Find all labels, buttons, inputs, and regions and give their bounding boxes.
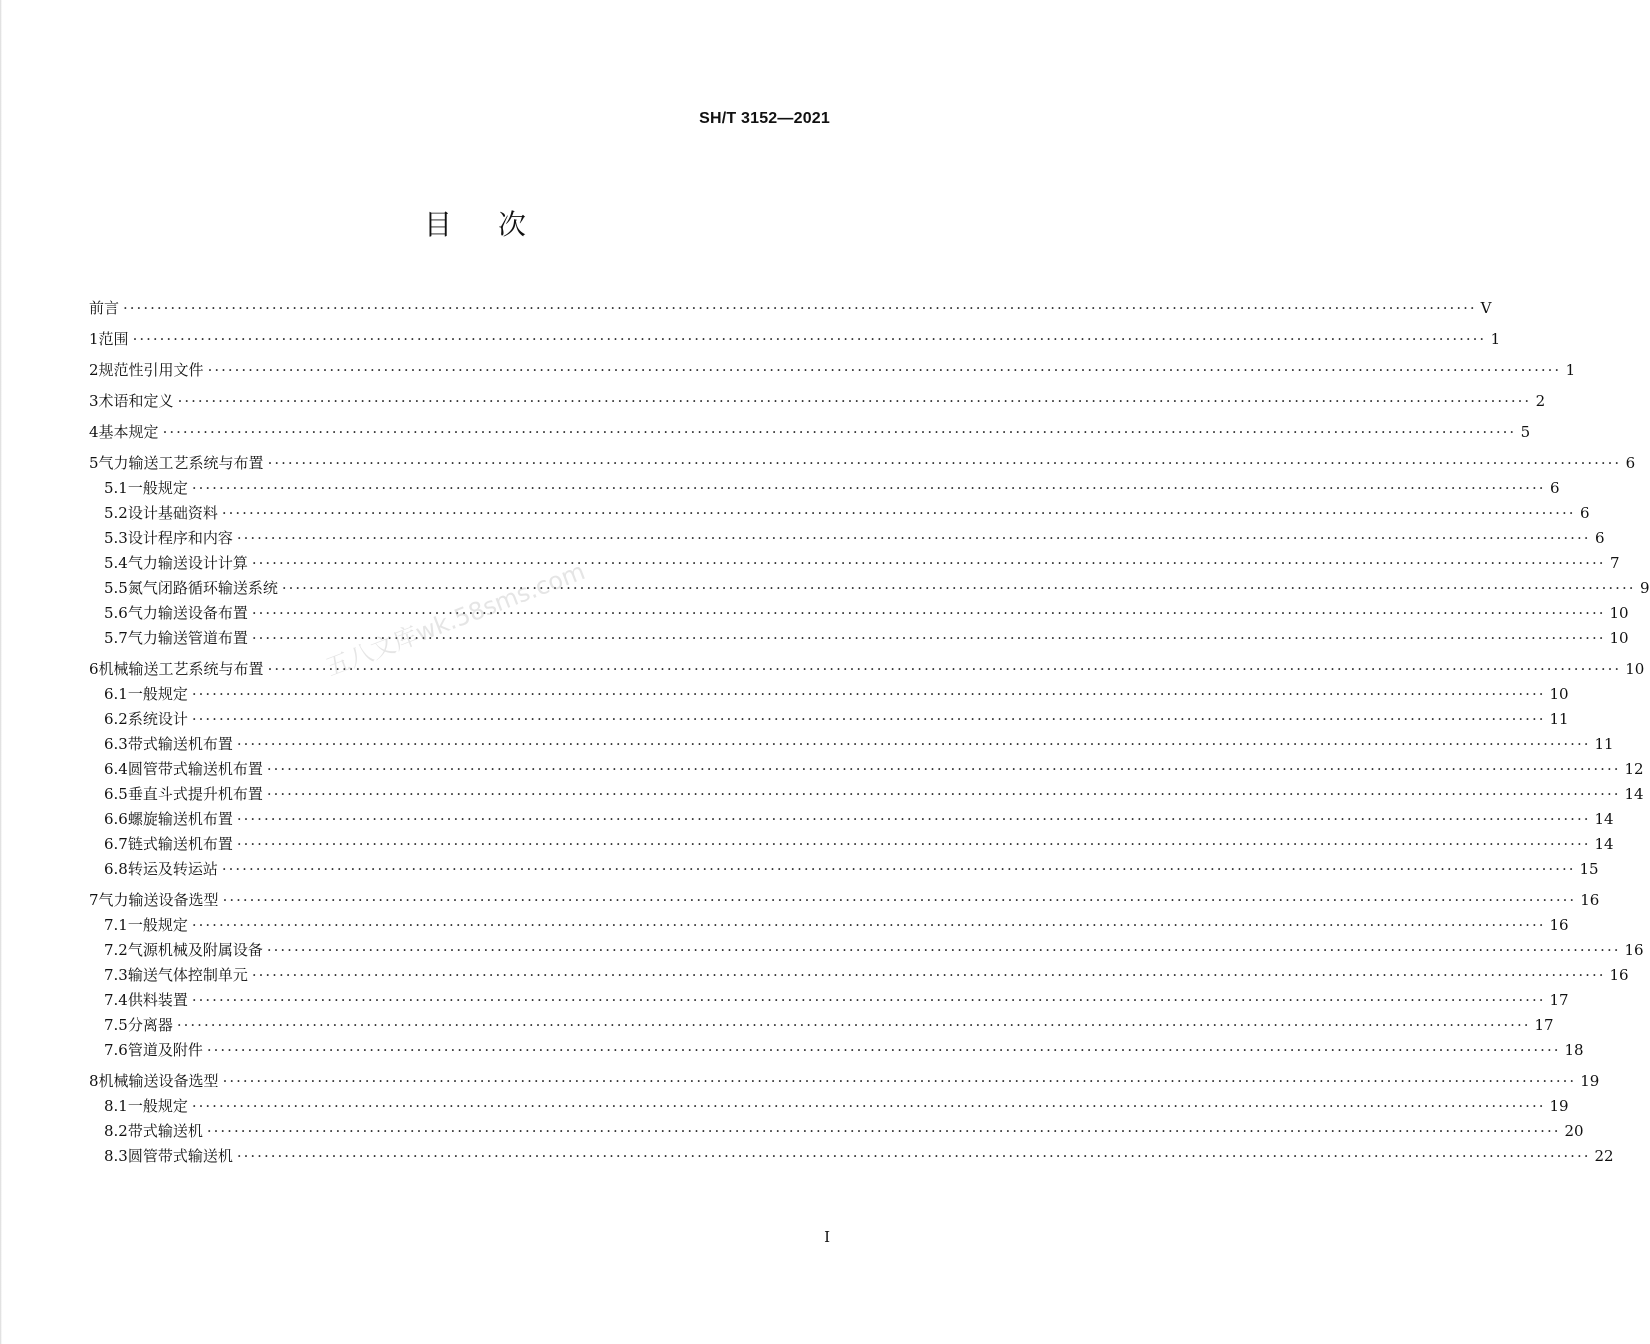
toc-leader-dots: ········································································································································································································ [206, 1041, 1561, 1059]
toc-leader-dots: ········································································································································································································ [251, 554, 1606, 572]
toc-entry-page: V [1480, 299, 1492, 317]
toc-entry-label: 链式输送机布置 [127, 835, 233, 853]
toc-entry-label: 带式输送机 [127, 1122, 203, 1140]
toc-entry[interactable] [89, 807, 1614, 832]
toc-entry-number: 7.3 [104, 966, 128, 984]
toc-entry-number: 6.7 [104, 835, 128, 853]
toc-entry[interactable] [89, 732, 1614, 757]
toc-entry-page: 9 [1639, 579, 1650, 597]
toc-entry-label: 一般规定 [127, 916, 188, 934]
toc-entry-number: 7.4 [104, 991, 128, 1009]
table-of-contents [89, 290, 1650, 1169]
toc-entry-label: 术语和定义 [98, 392, 174, 410]
toc-entry-label: 圆管带式输送机 [127, 1147, 233, 1165]
toc-entry-label: 设计程序和内容 [127, 529, 233, 547]
toc-entry-page: 14 [1594, 810, 1614, 828]
toc-entry-number: 2 [89, 361, 99, 379]
toc-entry-number: 7 [89, 891, 99, 909]
toc-entry-label: 分离器 [127, 1016, 173, 1034]
toc-entry-label: 输送气体控制单元 [127, 966, 248, 984]
toc-entry-number: 5.6 [104, 604, 128, 622]
toc-entry[interactable] [89, 476, 1560, 501]
toc-entry-number: 8 [89, 1072, 99, 1090]
toc-entry-number: 4 [89, 423, 99, 441]
toc-entry-number: 6.6 [104, 810, 128, 828]
toc-entry-page: 10 [1625, 660, 1645, 678]
toc-entry[interactable] [89, 988, 1569, 1013]
toc-entry[interactable] [89, 882, 1600, 913]
toc-entry[interactable] [89, 383, 1546, 414]
toc-entry[interactable] [89, 963, 1629, 988]
toc-entry-label: 系统设计 [127, 710, 188, 728]
toc-leader-dots: ········································································································································································································ [132, 330, 1487, 348]
toc-entry-number: 5.4 [104, 554, 128, 572]
toc-entry-number: 6.4 [104, 760, 128, 778]
toc-entry-page: 19 [1580, 1072, 1600, 1090]
toc-entry-page: 11 [1549, 710, 1569, 728]
toc-leader-dots: ········································································································································································································ [222, 1072, 1577, 1090]
toc-leader-dots: ········································································································································································································ [191, 991, 1546, 1009]
toc-entry-label: 一般规定 [127, 479, 188, 497]
toc-entry-page: 6 [1625, 454, 1636, 472]
toc-entry[interactable] [89, 414, 1531, 445]
toc-entry-number: 8.2 [104, 1122, 128, 1140]
toc-entry-label: 供料装置 [127, 991, 188, 1009]
toc-entry-label: 范围 [98, 330, 129, 348]
toc-entry-page: 10 [1609, 604, 1629, 622]
toc-entry-page: 18 [1564, 1041, 1584, 1059]
toc-leader-dots: ········································································································································································································ [266, 941, 1621, 959]
toc-entry-page: 20 [1564, 1122, 1584, 1140]
toc-entry-page: 12 [1624, 760, 1644, 778]
toc-entry-page: 5 [1520, 423, 1531, 441]
toc-entry-number: 7.6 [104, 1041, 128, 1059]
toc-entry[interactable] [89, 1063, 1600, 1094]
toc-entry-number: 7.1 [104, 916, 128, 934]
toc-leader-dots: ········································································································································································································ [236, 735, 1591, 753]
toc-entry[interactable] [89, 1038, 1584, 1063]
toc-entry-page: 14 [1594, 835, 1614, 853]
toc-entry-number: 6 [89, 660, 99, 678]
toc-entry-label: 气力输送设备布置 [127, 604, 248, 622]
toc-leader-dots: ········································································································································································································ [123, 299, 1477, 317]
toc-entry-page: 7 [1609, 554, 1620, 572]
toc-leader-dots: ········································································································································································································ [176, 1016, 1531, 1034]
toc-leader-dots: ········································································································································································································ [206, 1122, 1561, 1140]
toc-leader-dots: ········································································································································································································ [236, 810, 1591, 828]
toc-entry-label: 前言 [89, 299, 120, 317]
toc-entry-page: 16 [1624, 941, 1644, 959]
toc-leader-dots: ········································································································································································································ [267, 660, 1622, 678]
toc-entry-number: 6.8 [104, 860, 128, 878]
toc-entry[interactable] [89, 1094, 1569, 1119]
toc-entry-number: 5.1 [104, 479, 128, 497]
toc-leader-dots: ········································································································································································································ [266, 760, 1621, 778]
toc-entry-label: 带式输送机布置 [127, 735, 233, 753]
toc-leader-dots: ········································································································································································································ [191, 479, 1546, 497]
toc-entry-number: 6.5 [104, 785, 128, 803]
toc-entry[interactable] [89, 707, 1569, 732]
toc-entry-page: 19 [1549, 1097, 1569, 1115]
toc-leader-dots: ········································································································································································································ [251, 604, 1606, 622]
toc-entry[interactable] [89, 551, 1620, 576]
toc-leader-dots: ········································································································································································································ [266, 785, 1621, 803]
toc-leader-dots: ········································································································································································································ [191, 710, 1546, 728]
toc-entry-number: 5.3 [104, 529, 128, 547]
toc-entry-page: 6 [1594, 529, 1605, 547]
page-number: I [824, 1228, 830, 1246]
toc-entry-label: 机械输送设备选型 [98, 1072, 219, 1090]
toc-entry-number: 1 [89, 330, 99, 348]
toc-leader-dots: ········································································································································································································ [251, 629, 1606, 647]
toc-entry-page: 6 [1549, 479, 1560, 497]
toc-entry-page: 16 [1549, 916, 1569, 934]
toc-leader-dots: ········································································································································································································ [191, 685, 1546, 703]
toc-entry[interactable] [89, 651, 1645, 682]
toc-entry[interactable] [89, 445, 1636, 476]
toc-leader-dots: ········································································································································································································ [177, 392, 1532, 410]
toc-entry-page: 17 [1549, 991, 1569, 1009]
toc-entry[interactable] [89, 832, 1614, 857]
toc-entry-label: 螺旋输送机布置 [127, 810, 233, 828]
toc-entry-page: 1 [1490, 330, 1501, 348]
toc-leader-dots: ········································································································································································································ [222, 891, 1577, 909]
toc-entry[interactable] [89, 352, 1576, 383]
toc-leader-dots: ········································································································································································································ [191, 916, 1546, 934]
toc-entry-page: 22 [1594, 1147, 1614, 1165]
toc-entry[interactable] [89, 682, 1569, 707]
toc-entry-number: 8.3 [104, 1147, 128, 1165]
toc-entry-page: 2 [1535, 392, 1546, 410]
toc-entry-number: 5.2 [104, 504, 128, 522]
standard-code: SH/T 3152—2021 [699, 110, 830, 127]
toc-entry[interactable] [89, 526, 1605, 551]
toc-entry-page: 16 [1580, 891, 1600, 909]
toc-leader-dots: ········································································································································································································ [281, 579, 1636, 597]
toc-entry[interactable] [89, 857, 1599, 882]
toc-entry-label: 气力输送设备选型 [98, 891, 219, 909]
toc-entry-page: 14 [1624, 785, 1644, 803]
toc-leader-dots: ········································································································································································································ [162, 423, 1517, 441]
toc-leader-dots: ········································································································································································································ [236, 835, 1591, 853]
toc-entry[interactable] [89, 938, 1644, 963]
scan-edge-shadow [0, 0, 2, 1344]
toc-entry[interactable] [89, 1119, 1584, 1144]
toc-entry-number: 6.1 [104, 685, 128, 703]
toc-entry-label: 气力输送管道布置 [127, 629, 248, 647]
toc-entry-page: 17 [1534, 1016, 1554, 1034]
toc-entry-label: 气力输送设计计算 [127, 554, 248, 572]
toc-leader-dots: ········································································································································································································ [267, 454, 1622, 472]
toc-entry-number: 3 [89, 392, 99, 410]
toc-entry-label: 一般规定 [127, 1097, 188, 1115]
toc-leader-dots: ········································································································································································································ [236, 529, 1591, 547]
toc-entry[interactable] [89, 782, 1644, 807]
toc-entry-page: 16 [1609, 966, 1629, 984]
toc-entry-number: 7.2 [104, 941, 128, 959]
toc-entry-label: 圆管带式输送机布置 [127, 760, 263, 778]
toc-leader-dots: ········································································································································································································ [191, 1097, 1546, 1115]
toc-leader-dots: ········································································································································································································ [207, 361, 1562, 379]
toc-entry[interactable] [89, 1013, 1554, 1038]
toc-leader-dots: ········································································································································································································ [236, 1147, 1591, 1165]
toc-entry-page: 10 [1609, 629, 1629, 647]
toc-entry[interactable] [89, 501, 1590, 526]
watermark: 五八文库wk.58sms.com [322, 557, 589, 682]
toc-entry-label: 设计基础资料 [127, 504, 218, 522]
toc-entry-page: 10 [1549, 685, 1569, 703]
toc-entry-label: 气力输送工艺系统与布置 [98, 454, 264, 472]
toc-entry-label: 一般规定 [127, 685, 188, 703]
toc-leader-dots: ········································································································································································································ [221, 860, 1576, 878]
toc-entry-label: 转运及转运站 [127, 860, 218, 878]
toc-entry-number: 7.5 [104, 1016, 128, 1034]
toc-entry-label: 机械输送工艺系统与布置 [98, 660, 264, 678]
toc-entry[interactable] [89, 290, 1492, 321]
toc-entry-label: 基本规定 [98, 423, 159, 441]
toc-entry-number: 6.3 [104, 735, 128, 753]
toc-entry-page: 15 [1579, 860, 1599, 878]
toc-entry-page: 6 [1579, 504, 1590, 522]
toc-entry-label: 气源机械及附属设备 [127, 941, 263, 959]
toc-leader-dots: ········································································································································································································ [251, 966, 1606, 984]
toc-entry-number: 5.7 [104, 629, 128, 647]
toc-entry[interactable] [89, 757, 1644, 782]
page-title: 目次 [423, 208, 572, 241]
toc-entry-number: 6.2 [104, 710, 128, 728]
toc-entry-label: 氮气闭路循环输送系统 [127, 579, 278, 597]
toc-entry[interactable] [89, 913, 1569, 938]
toc-entry-page: 11 [1594, 735, 1614, 753]
toc-entry[interactable] [89, 321, 1501, 352]
toc-entry-number: 5 [89, 454, 99, 472]
toc-entry-page: 1 [1565, 361, 1576, 379]
toc-leader-dots: ········································································································································································································ [221, 504, 1576, 522]
toc-entry-label: 垂直斗式提升机布置 [127, 785, 263, 803]
toc-entry-number: 5.5 [104, 579, 128, 597]
toc-entry[interactable] [89, 1144, 1614, 1169]
toc-entry-label: 管道及附件 [127, 1041, 203, 1059]
toc-entry-number: 8.1 [104, 1097, 128, 1115]
toc-entry-label: 规范性引用文件 [98, 361, 204, 379]
